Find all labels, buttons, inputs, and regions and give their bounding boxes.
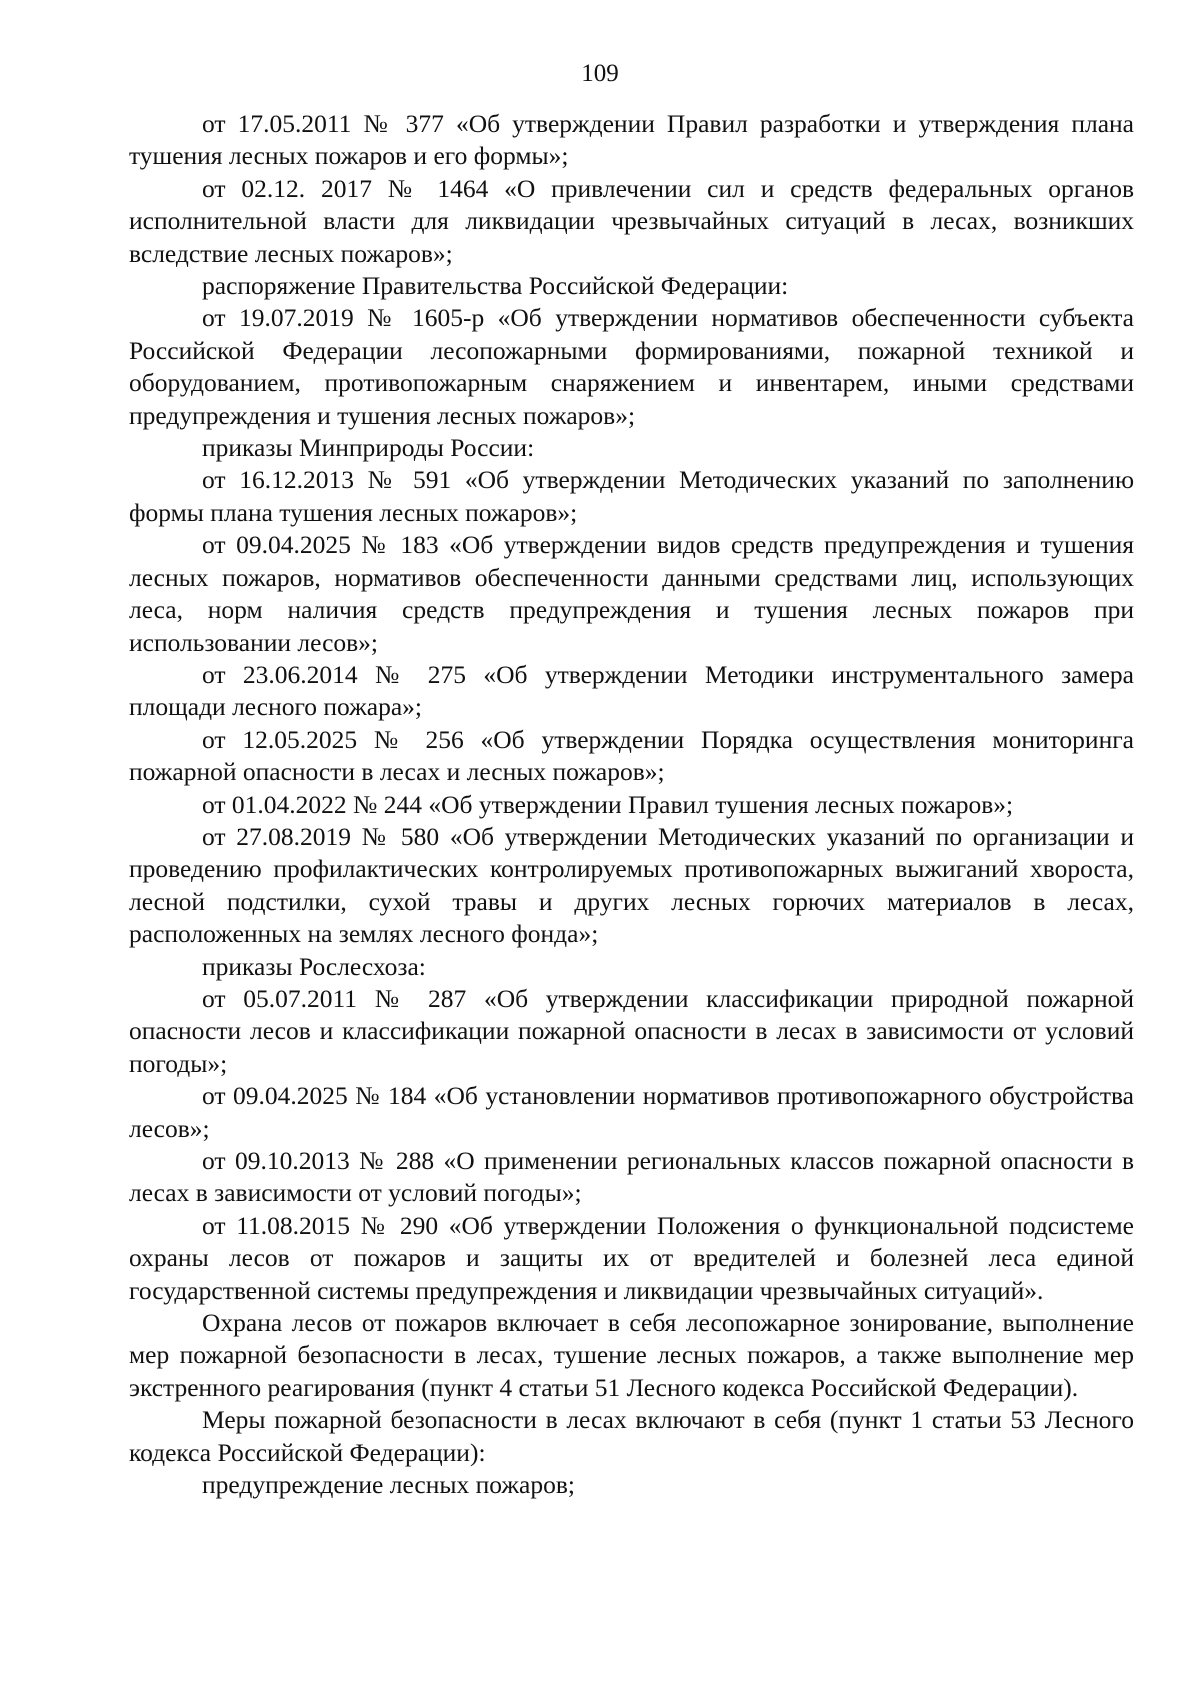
paragraph: предупреждение лесных пожаров; [202, 1470, 575, 1500]
paragraph: от 05.07.2011 № 287 «Об утверждении классификации природной пожарной опасности лесов и классификации пожарной опасности в лесах в зависимости от условий погоды»; [129, 983, 1134, 1078]
paragraph: приказы Рослесхоза: [202, 951, 426, 981]
paragraph: от 16.12.2013 № 591 «Об утверждении Методических указаний по заполнению формы плана тушения лесных пожаров»; [129, 465, 1134, 527]
paragraph: от 02.12. 2017 № 1464 «О привлечении сил и средств федеральных органов исполнительной власти для ликвидации чрезвычайных ситуаций в лесах, возникших вследствие лесных пожаров»; [129, 173, 1134, 268]
paragraph: от 09.10.2013 № 288 «О применении региональных классов пожарной опасности в лесах в зависимости от условий погоды»; [129, 1146, 1134, 1208]
page-number: 109 [581, 60, 619, 87]
paragraph: от 09.04.2025 № 183 «Об утверждении видов средств предупреждения и тушения лесных пожаров, нормативов обеспеченности данными средствами лиц, использующих леса, норм наличия средств предупреждения и тушения лесных пожаров при использовании лесов»; [129, 530, 1134, 657]
paragraph: от 17.05.2011 № 377 «Об утверждении Правил разработки и утверждения плана тушения лесных пожаров и его формы»; [129, 109, 1134, 171]
paragraph: от 23.06.2014 № 275 «Об утверждении Методики инструментального замера площади лесного пожара»; [129, 659, 1134, 722]
paragraph: распоряжение Правительства Российской Федерации: [202, 271, 789, 301]
paragraph: от 11.08.2015 № 290 «Об утверждении Положения о функциональной подсистеме охраны лесов от пожаров и защиты их от вредителей и болезней леса единой государственной системы предупреждения и ликвидации чрезвычайных ситуаций». [129, 1210, 1134, 1305]
paragraph: Охрана лесов от пожаров включает в себя лесопожарное зонирование, выполнение мер пожарной безопасности в лесах, тушение лесных пожаров, а также выполнение мер экстренного реагирования (пункт 4 статьи 51 Лесного кодекса Российской Федерации). [129, 1308, 1134, 1402]
body-text [129, 108, 1134, 1501]
paragraph: от 01.04.2022 № 244 «Об утверждении Правил тушения лесных пожаров»; [202, 789, 1014, 819]
paragraph: от 19.07.2019 № 1605-р «Об утверждении нормативов обеспеченности субъекта Российской Федерации лесопожарными формированиями, пожарной техникой и оборудованием, противопожарным снаряжением и инвентарем, иными средствами предупреждения и тушения лесных пожаров»; [129, 303, 1134, 430]
paragraph: приказы Минприроды России: [202, 433, 535, 463]
paragraph: от 09.04.2025 № 184 «Об установлении нормативов противопожарного обустройства лесов»; [129, 1081, 1134, 1143]
paragraph: Меры пожарной безопасности в лесах включают в себя (пункт 1 статьи 53 Лесного кодекса Российской Федерации): [129, 1405, 1134, 1467]
paragraph: от 27.08.2019 № 580 «Об утверждении Методических указаний по организации и проведению профилактических контролируемых противопожарных выжиганий хвороста, лесной подстилки, сухой травы и других лесных горючих материалов в лесах, расположенных на землях лесного фонда»; [129, 821, 1134, 949]
paragraph: от 12.05.2025 № 256 «Об утверждении Порядка осуществления мониторинга пожарной опасности в лесах и лесных пожаров»; [129, 724, 1134, 787]
